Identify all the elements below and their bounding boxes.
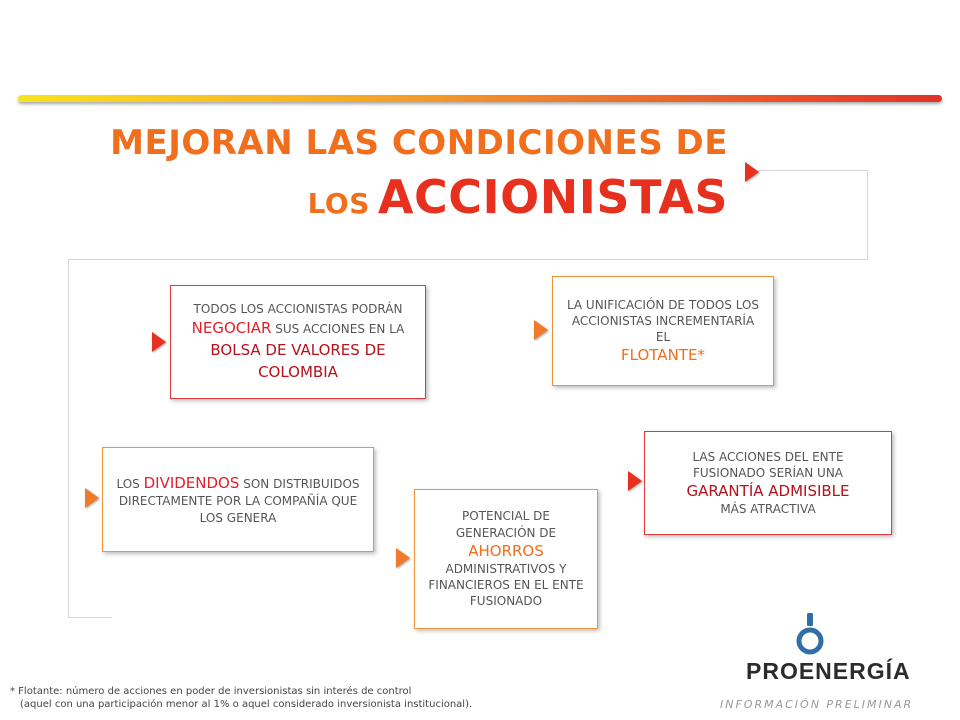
arrow-ahorros-icon [396, 548, 410, 568]
arrow-flotante-icon [534, 320, 548, 340]
box-negociar-highlight-1: NEGOCIAR [191, 319, 272, 338]
slide-title-line-1: MEJORAN LAS CONDICIONES DE [110, 123, 728, 163]
box-ahorros [414, 489, 598, 629]
box-negociar-mid: SUS ACCIONES EN LA [275, 322, 405, 337]
box-negociar-highlight-2: BOLSA DE VALORES DE COLOMBIA [210, 340, 386, 381]
box-ahorros-pre: POTENCIAL DE GENERACIÓN DE [455, 509, 557, 540]
connector-frame-top [68, 259, 868, 260]
box-garantia-pre: LAS ACCIONES DEL ENTE FUSIONADO SERÍAN UNA [692, 449, 844, 480]
box-dividendos-pre: LOS [116, 477, 140, 492]
header-gradient-bar [18, 95, 942, 102]
arrow-dividendos-icon [85, 488, 99, 508]
proenergia-logo-icon [740, 610, 880, 658]
box-dividendos-post: SON DISTRIBUIDOS DIRECTAMENTE POR LA COMPAÑÍA QUE LOS GENERA [118, 477, 360, 525]
box-garantia [644, 431, 892, 535]
footnote-line-2: (aquel con una participación menor al 1% o aquel considerado inversionista institucional). [20, 699, 473, 710]
box-flotante-pre: LA UNIFICACIÓN DE TODOS LOS ACCIONISTAS INCREMENTARÍA EL [566, 297, 760, 344]
box-negociar [170, 285, 426, 399]
title-prefix: LOS [307, 187, 370, 220]
title-keyword: ACCIONISTAS [377, 170, 728, 224]
slide-title-line-2 [308, 170, 728, 224]
connector-frame-right [758, 170, 868, 260]
box-dividendos-highlight: DIVIDENDOS [143, 474, 240, 493]
box-ahorros-post: ADMINISTRATIVOS Y FINANCIEROS EN EL ENTE FUSIONADO [428, 562, 584, 609]
arrow-garantia-icon [628, 471, 642, 491]
connector-frame-left [68, 259, 69, 617]
box-ahorros-highlight: AHORROS [468, 541, 544, 560]
connector-frame-bottom [68, 617, 112, 618]
title-arrow-icon [745, 162, 759, 182]
footnote [10, 685, 472, 711]
box-flotante-highlight: FLOTANTE* [621, 346, 705, 365]
footnote-line-1: * Flotante: número de acciones en poder de inversionistas sin interés de control [10, 686, 412, 697]
arrow-negociar-icon [152, 332, 166, 352]
logo-wordmark: PROENERGÍA [746, 658, 911, 684]
proenergia-logo [740, 610, 911, 690]
box-negociar-pre: TODOS LOS ACCIONISTAS PODRÁN [193, 301, 403, 316]
box-flotante [552, 276, 774, 386]
box-garantia-highlight: GARANTÍA ADMISIBLE [686, 481, 850, 500]
box-dividendos [102, 447, 374, 552]
preliminary-label: INFORMACIÓN PRELIMINAR [720, 698, 914, 711]
box-garantia-post: MÁS ATRACTIVA [720, 502, 816, 517]
